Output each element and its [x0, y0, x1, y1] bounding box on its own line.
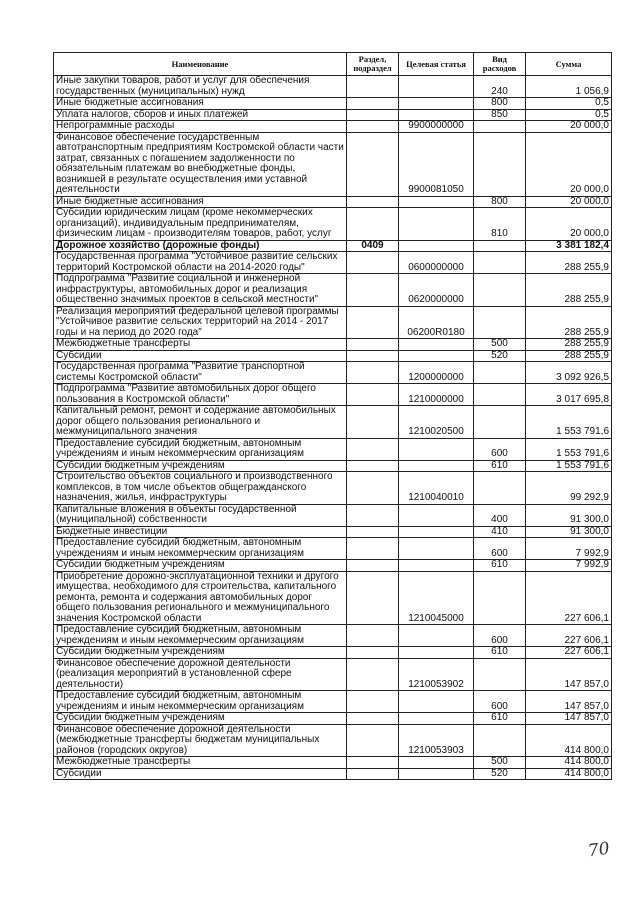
cell-sum: 1 056,9: [526, 76, 612, 98]
table-row: [54, 274, 612, 307]
table-row: [54, 196, 612, 208]
table-row: [54, 768, 612, 780]
cell-expense-type: 600: [474, 538, 526, 560]
cell-expense-type: 500: [474, 757, 526, 769]
budget-table: [53, 52, 612, 780]
cell-section: [347, 121, 399, 133]
cell-name: Подпрограмма "Развитие автомобильных дорог общего пользования в Костромской области": [54, 384, 347, 406]
cell-target: 1210045000: [399, 571, 474, 625]
cell-expense-type: 600: [474, 625, 526, 647]
table-row: [54, 384, 612, 406]
cell-expense-type: 850: [474, 109, 526, 121]
cell-sum: 20 000,0: [526, 196, 612, 208]
cell-sum: 3 092 926,5: [526, 362, 612, 384]
table-row: [54, 132, 612, 196]
table-row: [54, 98, 612, 110]
cell-section: [347, 571, 399, 625]
cell-target: 1210053902: [399, 658, 474, 691]
cell-section: [347, 658, 399, 691]
cell-target: 1210000000: [399, 384, 474, 406]
cell-expense-type: 400: [474, 504, 526, 526]
cell-section: [347, 98, 399, 110]
cell-sum: 227 606,1: [526, 571, 612, 625]
cell-section: [347, 538, 399, 560]
cell-expense-type: [474, 658, 526, 691]
cell-expense-type: 800: [474, 196, 526, 208]
cell-section: [347, 76, 399, 98]
cell-expense-type: 600: [474, 691, 526, 713]
cell-target: 0600000000: [399, 252, 474, 274]
cell-section: [347, 384, 399, 406]
cell-expense-type: [474, 406, 526, 439]
cell-sum: 288 255,9: [526, 274, 612, 307]
cell-name: Финансовое обеспечение дорожной деятельности (межбюджетные трансферты бюджетам муниципальных районов (городских округов): [54, 724, 347, 757]
cell-target: [399, 538, 474, 560]
cell-name: Предоставление субсидий бюджетным, автономным учреждениям и иным некоммерческим организациям: [54, 538, 347, 560]
cell-sum: 99 292,9: [526, 472, 612, 505]
cell-expense-type: [474, 240, 526, 252]
cell-sum: 0,5: [526, 98, 612, 110]
cell-target: [399, 76, 474, 98]
table-row: [54, 460, 612, 472]
header-section: Раздел, подраздел: [347, 53, 399, 76]
table-row: [54, 526, 612, 538]
table-row: [54, 647, 612, 659]
cell-expense-type: [474, 274, 526, 307]
cell-section: [347, 526, 399, 538]
cell-sum: 7 992,9: [526, 560, 612, 572]
cell-section: [347, 768, 399, 780]
table-row: [54, 438, 612, 460]
table-row: [54, 472, 612, 505]
cell-target: [399, 109, 474, 121]
cell-expense-type: [474, 306, 526, 339]
cell-name: Реализация мероприятий федеральной целевой программы "Устойчивое развитие сельских территорий на 2014 - 2017 годы и на период до 2020 года": [54, 306, 347, 339]
cell-target: 1200000000: [399, 362, 474, 384]
cell-expense-type: 610: [474, 560, 526, 572]
table-row: [54, 362, 612, 384]
cell-name: Субсидии бюджетным учреждениям: [54, 713, 347, 725]
cell-name: Субсидии бюджетным учреждениям: [54, 460, 347, 472]
cell-name: Субсидии юридическим лицам (кроме некоммерческих организаций), индивидуальным предпринимателям, физическим лицам - производителям товаров, работ, услуг: [54, 208, 347, 241]
cell-expense-type: 410: [474, 526, 526, 538]
cell-name: Субсидии бюджетным учреждениям: [54, 560, 347, 572]
cell-expense-type: 610: [474, 460, 526, 472]
cell-name: Субсидии бюджетным учреждениям: [54, 647, 347, 659]
cell-name: Предоставление субсидий бюджетным, автономным учреждениям и иным некоммерческим организациям: [54, 438, 347, 460]
table-row: [54, 339, 612, 351]
cell-expense-type: 610: [474, 647, 526, 659]
cell-section: [347, 306, 399, 339]
table-body: [54, 76, 612, 780]
cell-target: [399, 350, 474, 362]
cell-section: [347, 691, 399, 713]
cell-target: [399, 757, 474, 769]
cell-section: [347, 560, 399, 572]
cell-name: Государственная программа "Устойчивое развитие сельских территорий Костромской области на 2014-2020 годы": [54, 252, 347, 274]
cell-name: Капитальные вложения в объекты государственной (муниципальной) собственности: [54, 504, 347, 526]
cell-name: Иные закупки товаров, работ и услуг для обеспечения государственных (муниципальных) нужд: [54, 76, 347, 98]
cell-section: [347, 724, 399, 757]
cell-target: [399, 560, 474, 572]
cell-expense-type: [474, 472, 526, 505]
cell-section: [347, 406, 399, 439]
cell-name: Иные бюджетные ассигнования: [54, 196, 347, 208]
cell-target: 9900081050: [399, 132, 474, 196]
cell-section: [347, 647, 399, 659]
cell-expense-type: 500: [474, 339, 526, 351]
cell-sum: 91 300,0: [526, 526, 612, 538]
cell-expense-type: [474, 384, 526, 406]
cell-name: Предоставление субсидий бюджетным, автономным учреждениям и иным некоммерческим организациям: [54, 691, 347, 713]
cell-expense-type: 520: [474, 768, 526, 780]
cell-sum: 20 000,0: [526, 132, 612, 196]
cell-name: Финансовое обеспечение дорожной деятельности (реализация мероприятий в установленной сфере деятельности): [54, 658, 347, 691]
table-row: [54, 571, 612, 625]
cell-target: [399, 504, 474, 526]
cell-sum: 288 255,9: [526, 350, 612, 362]
cell-name: Субсидии: [54, 350, 347, 362]
cell-target: [399, 98, 474, 110]
cell-section: [347, 196, 399, 208]
cell-sum: 1 553 791,6: [526, 406, 612, 439]
cell-sum: 3 017 695,8: [526, 384, 612, 406]
cell-name: Приобретение дорожно-эксплуатационной техники и другого имущества, необходимого для строительства, капитального ремонта, ремонта и содержания автомобильных дорог общего пользования регионального и межмуниципального значения Костромской области: [54, 571, 347, 625]
header-name: Наименование: [54, 53, 347, 76]
table-row: [54, 504, 612, 526]
cell-name: Непрограммные расходы: [54, 121, 347, 133]
cell-section: [347, 504, 399, 526]
cell-expense-type: [474, 252, 526, 274]
cell-expense-type: 810: [474, 208, 526, 241]
cell-section: 0409: [347, 240, 399, 252]
cell-sum: 0,5: [526, 109, 612, 121]
cell-name: Межбюджетные трансферты: [54, 339, 347, 351]
table-row: [54, 350, 612, 362]
cell-expense-type: [474, 362, 526, 384]
table-row: [54, 713, 612, 725]
cell-expense-type: 800: [474, 98, 526, 110]
cell-section: [347, 339, 399, 351]
cell-name: Предоставление субсидий бюджетным, автономным учреждениям и иным некоммерческим организациям: [54, 625, 347, 647]
table-row: [54, 121, 612, 133]
cell-sum: 20 000,0: [526, 121, 612, 133]
table-row: [54, 560, 612, 572]
cell-name: Дорожное хозяйство (дорожные фонды): [54, 240, 347, 252]
cell-expense-type: [474, 121, 526, 133]
header-sum: Сумма: [526, 53, 612, 76]
table-row: [54, 538, 612, 560]
cell-sum: 288 255,9: [526, 306, 612, 339]
cell-sum: 91 300,0: [526, 504, 612, 526]
table-row: [54, 306, 612, 339]
cell-name: Подпрограмма "Развитие социальной и инженерной инфраструктуры, автомобильных дорог и реализация общественно значимых проектов в сельской местности": [54, 274, 347, 307]
cell-target: [399, 625, 474, 647]
cell-target: [399, 647, 474, 659]
cell-section: [347, 274, 399, 307]
cell-name: Иные бюджетные ассигнования: [54, 98, 347, 110]
cell-section: [347, 625, 399, 647]
cell-target: [399, 208, 474, 241]
cell-expense-type: 520: [474, 350, 526, 362]
cell-sum: 3 381 182,4: [526, 240, 612, 252]
cell-name: Субсидии: [54, 768, 347, 780]
cell-sum: 7 992,9: [526, 538, 612, 560]
cell-sum: 288 255,9: [526, 339, 612, 351]
cell-section: [347, 757, 399, 769]
cell-name: Уплата налогов, сборов и иных платежей: [54, 109, 347, 121]
cell-target: 06200R0180: [399, 306, 474, 339]
cell-target: [399, 339, 474, 351]
cell-target: 9900000000: [399, 121, 474, 133]
cell-sum: 227 606,1: [526, 647, 612, 659]
cell-name: Строительство объектов социального и производственного комплексов, в том числе объектов общегражданского назначения, жилья, инфраструктуры: [54, 472, 347, 505]
table-row: [54, 240, 612, 252]
cell-target: 1210053903: [399, 724, 474, 757]
cell-sum: 20 000,0: [526, 208, 612, 241]
cell-section: [347, 132, 399, 196]
cell-target: [399, 526, 474, 538]
cell-target: [399, 438, 474, 460]
cell-sum: 147 857,0: [526, 713, 612, 725]
table-row: [54, 208, 612, 241]
table-row: [54, 757, 612, 769]
cell-section: [347, 438, 399, 460]
cell-section: [347, 362, 399, 384]
cell-expense-type: 240: [474, 76, 526, 98]
cell-sum: 1 553 791,6: [526, 460, 612, 472]
cell-section: [347, 252, 399, 274]
cell-section: [347, 713, 399, 725]
cell-name: Финансовое обеспечение государственным автотранспортным предприятиям Костромской области части затрат, связанных с погашением задолженности по обязательным платежам во внебюджетные фонды, возникшей в результате осуществления ими уставной деятельности: [54, 132, 347, 196]
table-row: [54, 658, 612, 691]
cell-sum: 288 255,9: [526, 252, 612, 274]
cell-expense-type: [474, 132, 526, 196]
table-row: [54, 724, 612, 757]
table-row: [54, 625, 612, 647]
cell-sum: 414 800,0: [526, 768, 612, 780]
cell-name: Межбюджетные трансферты: [54, 757, 347, 769]
cell-sum: 1 553 791,6: [526, 438, 612, 460]
table-row: [54, 252, 612, 274]
header-target: Целевая статья: [399, 53, 474, 76]
cell-target: [399, 196, 474, 208]
cell-expense-type: 600: [474, 438, 526, 460]
page-number: 70: [586, 838, 611, 862]
cell-target: [399, 768, 474, 780]
table-row: [54, 76, 612, 98]
cell-target: [399, 691, 474, 713]
cell-sum: 147 857,0: [526, 691, 612, 713]
table-row: [54, 109, 612, 121]
cell-target: [399, 713, 474, 725]
cell-section: [347, 460, 399, 472]
cell-section: [347, 109, 399, 121]
cell-expense-type: [474, 724, 526, 757]
cell-sum: 414 800,0: [526, 757, 612, 769]
table-header-row: [54, 53, 612, 76]
cell-name: Капитальный ремонт, ремонт и содержание автомобильных дорог общего пользования регионального и межмуниципального значения: [54, 406, 347, 439]
table-row: [54, 691, 612, 713]
cell-expense-type: [474, 571, 526, 625]
cell-expense-type: 610: [474, 713, 526, 725]
cell-section: [347, 472, 399, 505]
table-row: [54, 406, 612, 439]
cell-sum: 414 800,0: [526, 724, 612, 757]
cell-sum: 147 857,0: [526, 658, 612, 691]
cell-target: [399, 460, 474, 472]
cell-name: Государственная программа "Развитие транспортной системы Костромской области": [54, 362, 347, 384]
cell-section: [347, 208, 399, 241]
cell-target: 1210040010: [399, 472, 474, 505]
cell-name: Бюджетные инвестиции: [54, 526, 347, 538]
cell-target: 0620000000: [399, 274, 474, 307]
cell-section: [347, 350, 399, 362]
cell-target: [399, 240, 474, 252]
header-expense-type: Вид расходов: [474, 53, 526, 76]
cell-sum: 227 606,1: [526, 625, 612, 647]
cell-target: 1210020500: [399, 406, 474, 439]
